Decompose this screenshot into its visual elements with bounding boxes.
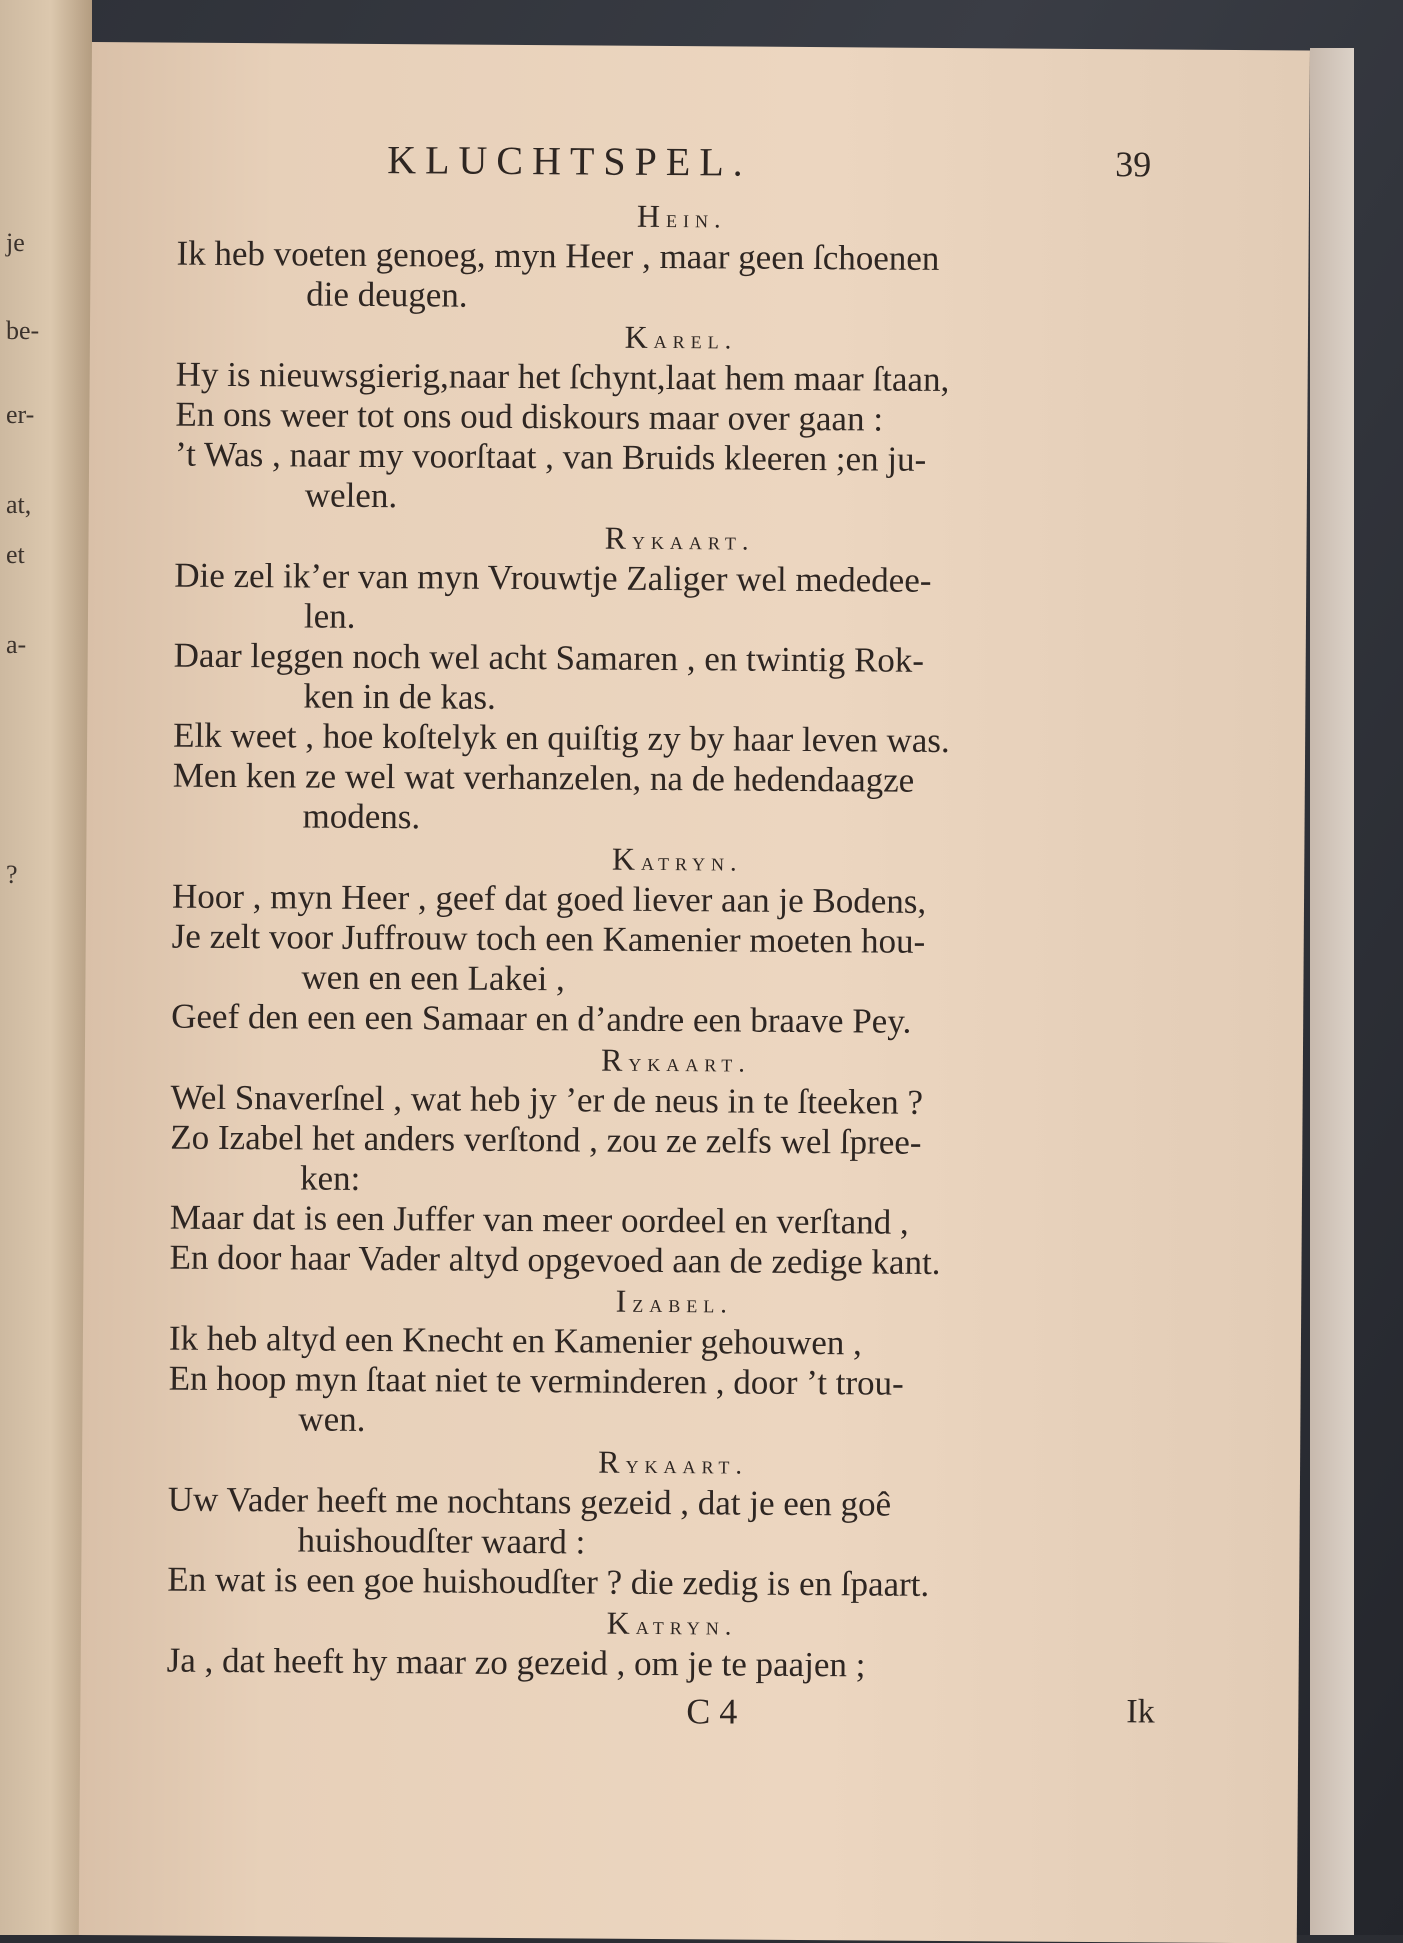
signature-mark: C 4 [686,1691,738,1732]
book-page [79,42,1310,1943]
speaker-name: Hein. [636,197,727,235]
verse-line: Maar dat is een Juffer van meer oordeel en verſtand , [169,1197,909,1242]
speech-block [172,517,1184,843]
verse-line: huishoudſter waard : [297,1520,586,1562]
speech-block [167,1441,1178,1607]
speech-block [168,1280,1179,1446]
verse-line: Uw Vader heeft me nochtans gezeid , dat je een goê [167,1479,892,1524]
speaker-name: Izabel. [615,1282,733,1319]
speech-block [171,838,1182,1044]
verse-line: welen. [304,475,398,516]
facing-page-fragment: a- [6,630,27,659]
speaker-name: Rykaart. [600,1041,751,1078]
facing-page-fragment: be- [6,316,40,345]
speaker-name: Katryn. [611,840,743,877]
verse-line: ken: [299,1158,361,1198]
facing-page-fragment: et [6,540,25,569]
verse-line: Ja , dat heeft hy maar zo gezeid , om je te paajen ; [166,1640,866,1685]
speaker-name: Rykaart. [598,1443,749,1480]
speech-block [167,1602,1178,1688]
verse-line: Die zel ik’er van myn Vrouwtje Zaliger wel mededee- [174,555,932,600]
verse-line: En door haar Vader altyd opgevoed aan de zedige kant. [169,1237,941,1282]
verse-line: Ik heb altyd een Knecht en Kamenier gehouwen , [168,1318,863,1363]
speaker-name: Katryn. [606,1604,738,1641]
verse-line: Daar leggen noch wel acht Samaren , en twintig Rok- [173,635,925,680]
verse-line: modens. [302,796,421,837]
verse-line: En wat is een goe huishoudſter ? die zedig is en ſpaart. [167,1559,930,1604]
page-number: 39 [1115,144,1152,185]
speaker-name: Rykaart. [604,519,755,556]
facing-page-fragment: ? [6,860,18,889]
verse-line: wen. [298,1399,366,1439]
verse-line: len. [303,596,356,636]
speech-block [175,316,1186,522]
facing-page-fragment: at, [6,490,32,519]
page-header [177,135,1187,200]
speech-block [176,195,1187,321]
speaker-name: Karel. [624,318,738,355]
verse-line: ’t Was , naar my voorſtaat , van Bruids kleeren ;en ju- [174,434,927,479]
facing-page-edge [0,0,92,1935]
verse-line: En hoop myn ſtaat niet te verminderen , door ’t trou- [168,1358,904,1403]
verse-line: ken in de kas. [303,676,497,717]
verse-line: Wel Snaverſnel , wat heb jy ’er de neus in te ſteeken ? [170,1077,924,1122]
verse-line: Geef den een een Samaar en d’andre een braave Pey. [171,996,912,1041]
verse-line: Elk weet , hoe koſtelyk en quiſtig zy by haar leven was. [173,715,950,761]
page-footer [166,1687,1176,1744]
running-head: KLUCHTSPEL. [387,137,752,185]
verse-line: Ik heb voeten genoeg, myn Heer , maar geen ſchoenen [176,233,940,278]
catchword: Ik [1126,1693,1155,1731]
verse-line: Je zelt voor Juffrouw toch een Kamenier moeten hou- [171,916,926,961]
verse-line: wen en een Lakei , [301,957,565,999]
verse-line: Men ken ze wel wat verhanzelen, na de hedendaagze [172,755,915,800]
verse-line: Hy is nieuwsgierig,naar het ſchynt,laat hem maar ſtaan, [175,354,950,399]
facing-page-fragment: er- [6,400,35,429]
verse-line: En ons weer tot ons oud diskours maar over gaan : [175,394,884,439]
page-text [166,135,1187,1744]
speech-block [169,1039,1181,1285]
page-stack-edge [1310,48,1354,1935]
verse-line: die deugen. [306,274,468,315]
verse-line: Zo Izabel het anders verſtond , zou ze zelfs wel ſpree- [170,1117,922,1162]
facing-page-fragment: je [6,228,25,257]
verse-line: Hoor , myn Heer , geef dat goed liever aan je Bodens, [171,876,927,921]
